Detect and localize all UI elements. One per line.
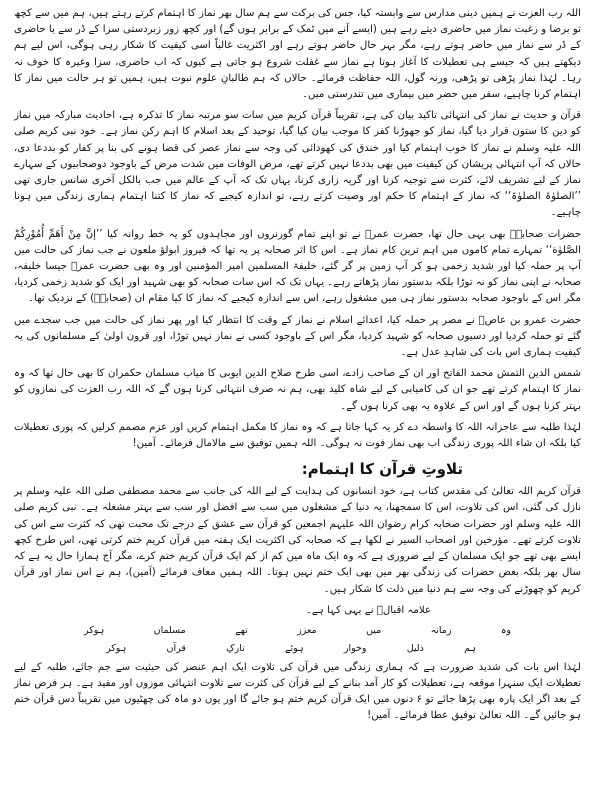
poem-word: ذلیل [406,642,424,654]
poem-word: ہوئے [284,642,304,654]
poem-line-1 [84,623,511,638]
paragraph: حضرات صحابہؓ بھی یہی حال تھا، حضرت عمرؓ نے تو اپنے تمام گورنروں اور مجاہدوں کو یہ خط روانہ کیا ’’إنَّ مِنْ أَهَمِّ أُمُوْرِكُمْ الصَّلوٰة‘‘ تمہارے تمام کاموں میں اہم ترین کام نماز ہے۔ اس کا اثر صحابہ پر یہ تھا کہ فیروز ابولؤ ملعون نے جب نماز کی حالت میں آپ پر حملہ کیا اور شدید زخمی ہو کر آپ زمین پر گر گئے، خلیفۃ المسلمین امیر المؤمنین اور وہ بھی حضرت عمرؓ جیسا خلیفہ، صحابہ نے اپنی نماز کو نہ توڑا بلکہ بدستور نماز پڑھاتے رہے۔ یہاں تک کہ اس سات صحابہ کو بھی شہید اور ایک کو شدید زخمی کردیا، مگر اس کے باوجود صحابہ بدستور نماز ہی میں مشغول رہے، اس سے اندازہ کیجیے کہ نماز کا کیا مقام ان (صحابہؓ) کے نزدیک تھا۔ [14,228,581,305]
poem-word: وہ [500,624,511,636]
paragraph: لہٰذا اس بات کی شدید ضرورت ہے کہ ہماری زندگی میں قرآن کی تلاوت ایک اہم عنصر کی حیثیت سے جم جائے، طلبہ کے لیے تعطیلات ایک سنہرا موقعہ ہے، تعطیلات کو کار آمد بنانے کے لیے قرآن کی کثرت سے تلاوت انتہائی موزوں اور مفید ہے۔ ہر فرض نماز کے بعد اگر ایک پارہ بھی پڑھا جائے تو ۶ دنوں میں ایک قرآن کریم ختم ہو جائے گا اور یوں دو ماہ کی چھٹیوں میں تقریباً دس قرآن ختم ہو جائیں گے۔ اللہ تعالیٰ توفیق عطا فرمائے۔ آمین! [14,661,581,722]
poem-word: مسلماں [153,624,186,636]
poem-word: ہم [464,642,476,654]
poem-line-2 [106,641,476,656]
paragraph: قرآن کریم اللہ تعالیٰ کی مقدس کتاب ہے، خود انسانوں کی ہدایت کے لیے اللہ کی جانب سے محمد مصطفی صلی اللہ علیہ وسلم پر نازل کی گئی، اس کی تلاوت، اس کا سمجھنا، یہ دنیا کے مشغلوں میں سب سے افضل اور سب سے بہتر مشغلہ ہے۔ نبی کریم صلی اللہ علیہ وسلم اور حضرات صحابہ کرام رضوان اللہ علیہم اجمعین کو قرآن سے عشق کے درجے تک محبت تھی کہ کثرت سے اس کی تلاوت کرتے تھے۔ مؤرخین اور اصحاب السیر نے لکھا ہے کہ صحابہ کی اکثریت ایک ہفتہ میں قرآن کریم ختم کرتی تھی، اس طرح کچھ ایسے بھی تھے جو ایک مسلمان کے لیے ضروری ہے کہ وہ ایک ماہ میں کم از کم ایک قرآن کریم ختم کرے، مگر آج ہمارا حال یہ ہے کہ سال بھر بلکہ بعض حضرات کی زندگی بھر میں بھی ایک ختم نہیں ہوتا۔ اللہ ہمیں معاف فرمائے (آمین)، ہم نے اس نماز اور قرآن کریم کو چھوڑنے کی وجہ سے ہم دنیا میں ذلت کا شکار ہیں۔ [14,486,581,595]
poem-word: میں [366,624,382,636]
poem-word: زمانہ [430,624,452,636]
poem-word: تارکِ [226,642,245,654]
section-heading: تلاوتِ قرآن کا اہتمام: [301,460,463,479]
poem-word: وخوار [343,642,367,654]
poem-word: ہوکر [84,624,105,636]
poem-word: ہوکر [106,642,127,654]
poem-word: قرآں [166,642,186,654]
poem-intro: علامہ اقبالؒ نے یہی کہا ہے۔ [305,604,431,616]
poem-word: تھے [235,624,248,636]
paragraph: قرآن و حدیث نے نماز کی انتہائی تاکید بیان کی ہے، تقریباً قرآن کریم میں سات سو مرتبہ نماز کا تذکرہ ہے، احادیث مبارکہ میں نماز کو دین کا ستون قرار دیا گیا، نماز کو جھوڑنا کفر کا موجب بیان کیا گیا، توحید کے بعد اسلام کا اہم رکن نماز ہے۔ خود نبی کریم صلی اللہ علیہ وسلم نے نماز کا خوب اہتمام کیا اور خندق کی کھودائی کی وجہ سے نماز عصر کی قضا ہونے کی بنا پر کفار کو بددعا دی، حالاں کہ آپ انتہائی پریشان کن کیفیت میں بھی بددعا نہیں کرتے تھے، مرض الوفات میں شدت مرض کے باوجود دوصحابیوں کے سہارے نماز کے لیے تشریف لائے، کثرت سے توجیہ کرنا اور گریہ زاری کرنا، یہاں تک کہ آپ کے عالم میں جب بالکل آخری سانس جاری تھی ’’الصلوٰۃ الصلوٰۃ‘‘ کہ نماز کے اہتمام کا حکم اور وصیت کرتے رہے، تو اندازہ کیجیے کہ نماز کا کتنا اہتمام ہماری زندگی میں ہونا چاہیے۔ [14,110,581,219]
paragraph: حضرت عمرو بن عاصؓ نے مصر پر حملہ کیا، اعدائے اسلام نے نماز کے وقت کا انتظار کیا اور پھر نماز کی حالت میں جب سجدے میں گئے تو حملہ کردیا اور دسیوں صحابہ کو شہید کردیا، مگر اس کے باوجود کسی نے نماز نہیں توڑا، اور قرون اولیٰ کے مسلمانوں کی یہ کیفیت ہماری اس بات کی شاہدِ عدل ہے۔ [14,314,581,359]
paragraph: شمس الدین التمش محمد الفاتح اور ان کے صاحب زادے، اسی طرح صلاح الدین ایوبی کا میاب مسلمان حکمران کا بھی حال تھا کہ وہ نماز کا اہتمام کرتے تھے جو ان کی کامیابی کے لیے شاہ کلید بھی، ہم نہ صرف انتہائی کرنا ہوں گے کہ اللہ رب العزت کی نمازوں کو بہتر کرنا ہوں گے اور اس کے علاوہ یہ بھی کرنا ہوں گے۔ [14,368,581,412]
poem-word: معزز [297,624,317,636]
paragraph: لہٰذا طلبہ سے عاجزانہ اللہ کا واسطہ دے کر یہ کہا جاتا ہے کہ وہ نماز کا مکمل اہتمام کریں اور عزم مصمم کرلیں کہ پوری تعطیلات کیا بلکہ ان شاء اللہ پوری زندگی اب بھی نماز فوت نہ ہوگی۔ اللہ ہمیں توفیق سے مالامال فرمائے۔ آمین! [14,421,581,450]
paragraph: اللہ رب العزت نے ہمیں دینی مدارس سے وابستہ کیا، جس کی برکت سے ہم سال بھر نماز کا اہتمام کرتے رہتے ہیں، ہم میں سے کچھ تو برضا و رغبت نماز میں حاضری دیتے رہے ہیں (ایسے آنے میں ٹمک کے برابر ہوں گے) اور کچھ زور زبردستی سزا کے ڈر سے یا حاضری کے ڈر سے نماز میں حاضر ہوتے رہے، مگر بہر حال حاضر ہوتے رہے اور اکثریت غالباً اسی کیفیت کا شکار رہی ہوگی، اس لیے ہم دیکھتے ہیں کہ جیسے ہی تعطیلات کا آغاز ہوتا ہے نماز سے غفلت شروع ہو جاتی ہے کیوں کہ اب حاضری، سزا وغیرہ کا خوف نہ رہا۔ لہٰذا نماز پڑھی تو پڑھی، ورنہ گول، اللہ حفاظت فرمائے۔ حالاں کہ ہم طالبانِ علوم نبوت ہیں، ہمیں تو ہر حالت میں نماز کا اہتمام کرنا چاہیے، سفر میں حضر میں بیماری میں تندرستی میں۔ [14,8,581,101]
